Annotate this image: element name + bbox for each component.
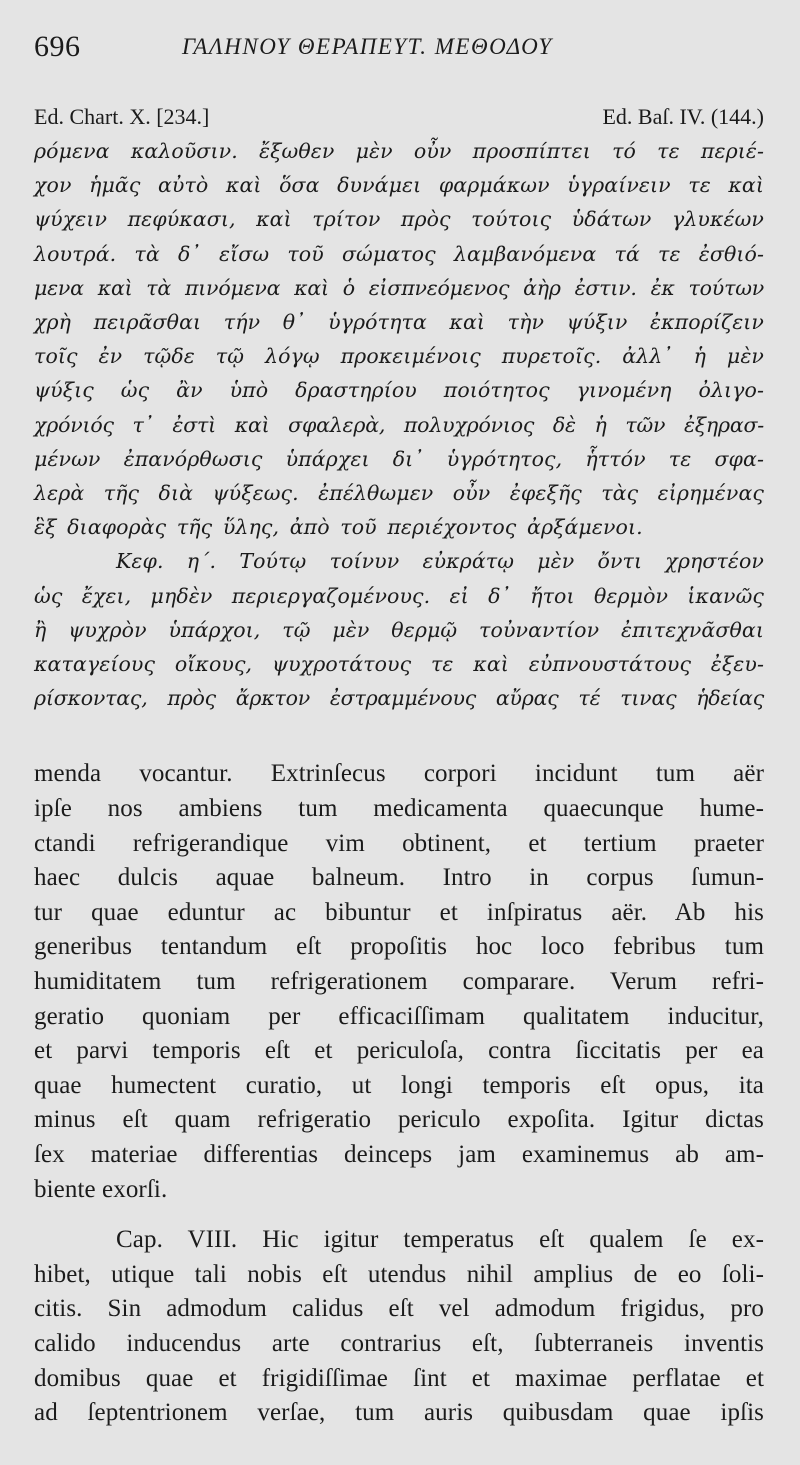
latin-line: ſex materiae differentias deinceps jam examinemus ab am- [34,1140,764,1168]
latin-text-block [34,757,764,1430]
page-number: 696 [34,30,81,63]
edition-references [34,104,764,134]
greek-line: μένων ἐπανόρθωσις ὑπάρχει δι᾽ ὑγρότητος, ἧττόν τε σφα- [34,446,764,471]
latin-line: generibus tentandum eſt propoſitis hoc loco febribus tum [34,933,764,961]
greek-line: χρόνιός τ᾽ ἐστὶ καὶ σφαλερὰ, πολυχρόνιος δὲ ἡ τῶν ἐξηρασ- [34,412,764,437]
latin-line: haec dulcis aquae balneum. Intro in corpus ſumun- [34,864,764,892]
latin-line: tur quae eduntur ac bibuntur et inſpiratus aër. Ab his [34,898,764,926]
greek-line: χον ἡμᾶς αὐτὸ καὶ ὅσα δυνάμει φαρμάκων ὑγραίνειν τε καὶ [34,173,764,198]
latin-line: geratio quoniam per efficaciſſimam qualitatem inducitur, [34,1002,764,1030]
latin-line: humiditatem tum refrigerationem comparare. Verum refri- [34,968,764,996]
edition-left: Ed. Chart. X. [234.] [34,104,210,129]
latin-line: et parvi temporis eſt et periculoſa, contra ſiccitatis per ea [34,1037,764,1065]
greek-line: καταγείους οἴκους, ψυχροτάτους τε καὶ εὐπνουστάτους ἐξευ- [34,652,764,677]
latin-line: hibet, utique tali nobis eſt utendus nihil amplius de eo ſoli- [34,1260,764,1288]
page-header [34,30,764,64]
latin-line: minus eſt quam refrigeratio periculo expoſita. Igitur dictas [34,1106,764,1134]
greek-chapter-heading-line: Κεφ. η΄. Τούτῳ τοίνυν εὐκράτῳ μὲν ὄντι χρηστέον [116,549,764,574]
greek-line: ρόμενα καλοῦσιν. ἔξωθεν μὲν οὖν προσπίπτει τό τε περιέ- [34,139,764,163]
greek-text-block [34,134,764,715]
greek-line: λουτρά. τὰ δ᾽ εἴσω τοῦ σώματος λαμβανόμενα τά τε ἐσθιό- [34,241,764,266]
edition-right: Ed. Baſ. IV. (144.) [602,104,764,129]
greek-line: ἓξ διαφορὰς τῆς ὕλης, ἀπὸ τοῦ περιέχοντος ἀρξάμενοι. [34,515,643,540]
latin-line: ad ſeptentrionem verſae, tum auris quibusdam quae ipſis [34,1399,764,1427]
latin-chapter-heading-line: Cap. VIII. Hic igitur temperatus eſt qualem ſe ex- [116,1226,764,1254]
latin-paragraph-1 [34,757,764,1207]
latin-line: menda vocantur. Extrinſecus corpori incidunt tum aër [34,760,764,788]
latin-line: ipſe nos ambiens tum medicamenta quaecunque hume- [34,795,764,823]
greek-line: ἢ ψυχρὸν ὑπάρχοι, τῷ μὲν θερμῷ τοὐναντίον ἐπιτεχνᾶσθαι [34,617,764,642]
greek-line: ὡς ἔχει, μηδὲν περιεργαζομένους. εἰ δ᾽ ἤτοι θερμὸν ἱκανῶς [34,583,764,608]
greek-line: χρὴ πειρᾶσθαι τήν θ᾽ ὑγρότητα καὶ τὴν ψύξιν ἐκπορίζειν [34,310,764,335]
greek-line: ψύξις ὡς ἂν ὑπὸ δραστηρίου ποιότητος γινομένη ὀλιγο- [34,378,764,403]
greek-line: λερὰ τῆς διὰ ψύξεως. ἐπέλθωμεν οὖν ἐφεξῆς τὰς εἰρημένας [34,481,764,506]
latin-paragraph-2 [34,1223,764,1431]
running-title: ΓΑΛΗΝΟΥ ΘΕΡΑΠΕΥΤ. ΜΕΘΟΔΟΥ [182,34,553,59]
latin-line: biente exorſi. [34,1175,168,1203]
latin-line: citis. Sin admodum calidus eſt vel admodum frigidus, pro [34,1295,764,1323]
greek-line: ψύχειν πεφύκασι, καὶ τρίτον πρὸς τούτοις ὑδάτων γλυκέων [34,207,764,232]
latin-line: domibus quae et frigidiſſimae ſint et maximae perflatae et [34,1364,764,1392]
latin-line: quae humectent curatio, ut longi temporis eſt opus, ita [34,1071,764,1099]
greek-line: μενα καὶ τὰ πινόμενα καὶ ὁ εἰσπνεόμενος ἀὴρ ἐστιν. ἐκ τούτων [34,275,764,300]
greek-line: ρίσκοντας, πρὸς ἄρκτον ἐστραμμένους αὔρας τέ τινας ἡδείας [34,686,764,711]
latin-line: calido inducendus arte contrarius eſt, ſubterraneis inventis [34,1329,764,1357]
latin-line: ctandi refrigerandique vim obtinent, et tertium praeter [34,829,764,857]
greek-line: τοῖς ἐν τῷδε τῷ λόγῳ προκειμένοις πυρετοῖς. ἀλλ᾽ ἡ μὲν [34,344,764,369]
